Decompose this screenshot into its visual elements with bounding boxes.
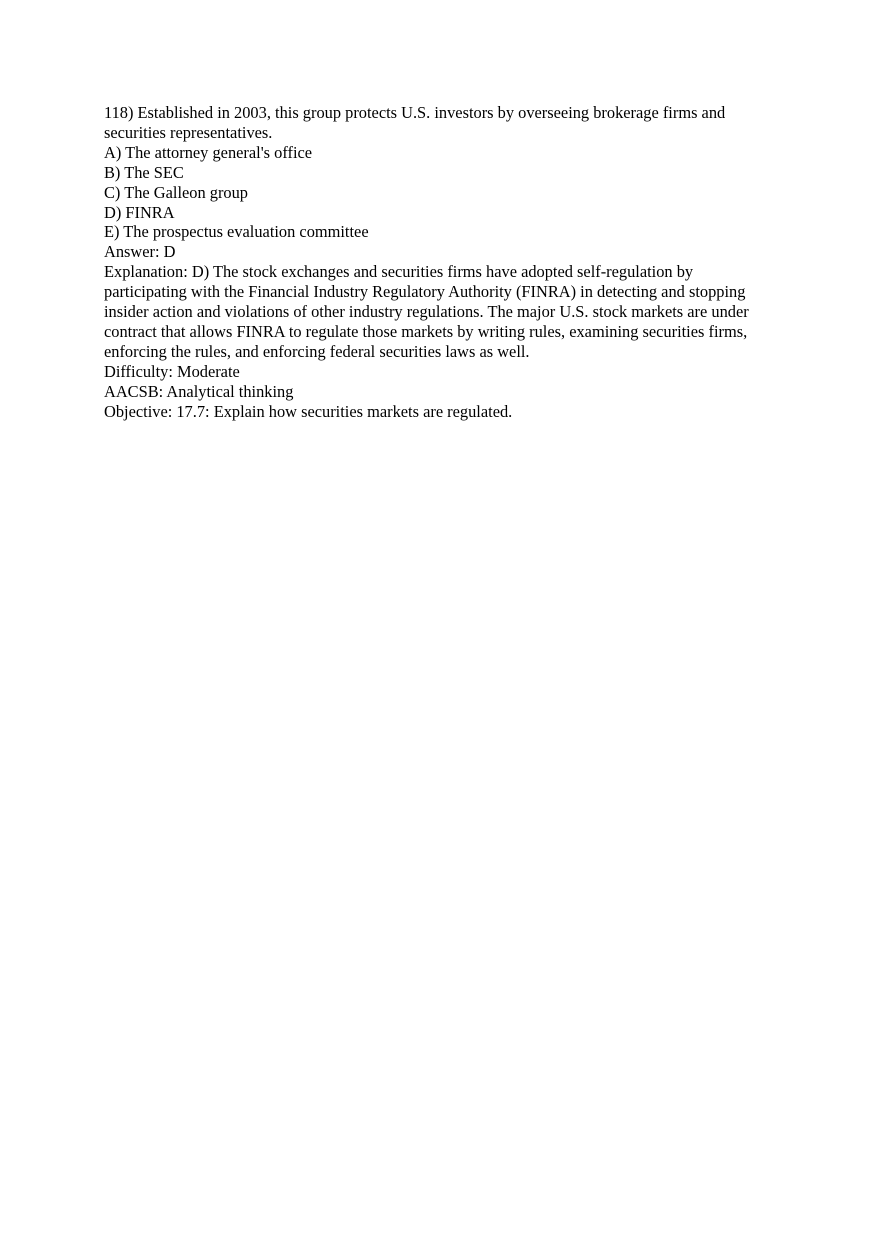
document-page [104,103,774,422]
aacsb-line: AACSB: Analytical thinking [104,381,294,401]
choice-c: C) The Galleon group [104,182,248,202]
question-text: 118) Established in 2003, this group protects U.S. investors by overseeing brokerage firms and securities representatives. [104,103,726,142]
objective-line: Objective: 17.7: Explain how securities markets are regulated. [104,401,513,421]
choice-a: A) The attorney general's office [104,142,313,162]
explanation-text: Explanation: D) The stock exchanges and securities firms have adopted self-regulation by participating with the Financial Industry Regulatory Authority (FINRA) in detecting and stopping insider action and violations of other industry regulations. The major U.S. stock markets are under contract that allows FINRA to regulate those markets by writing rules, examining securities firms, enforcing the rules, and enforcing federal securities laws as well. [104,262,749,361]
difficulty-line: Difficulty: Moderate [104,361,240,381]
choice-e: E) The prospectus evaluation committee [104,222,369,242]
answer-line: Answer: D [104,242,176,262]
choice-b: B) The SEC [104,162,184,182]
choice-d: D) FINRA [104,202,175,222]
